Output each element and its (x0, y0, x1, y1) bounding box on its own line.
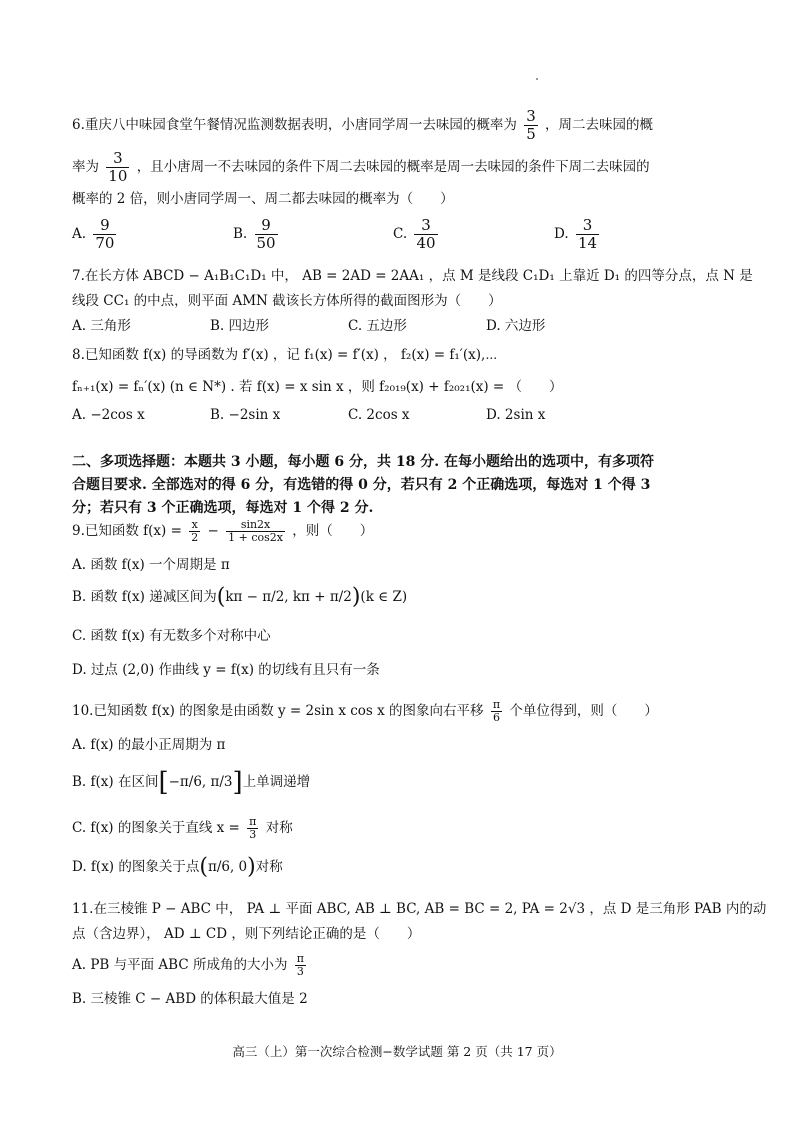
q9-option-a: A. 函数 f(x) 一个周期是 π (72, 557, 230, 573)
q11-frac-pi-3: $\frac{\pi}{3}$ (296, 952, 304, 978)
q9-frac-x-2: $\frac{x}{2}$ (191, 518, 199, 544)
q6-option-c: C. $\frac{3}{40}$ (393, 216, 436, 252)
q7-option-a: A. 三角形 (72, 318, 131, 334)
section2-line3: 分；若只有 3 个正确选项，每选对 1 个得 2 分. (72, 500, 374, 516)
q9-stem: 9.已知函数 f(x) = $\frac{x}{2}$ − $\frac{\sin 2x}{1 + \cos 2x}$ ，则（ ） (72, 518, 374, 544)
q10-option-c: C. f(x) 的图象关于直线 x = $\frac{\pi}{3}$ 对称 (72, 815, 293, 841)
q10-option-d: D. f(x) 的图象关于点(π/6, 0)对称 (72, 854, 283, 880)
q7-line2: 线段 CC₁ 的中点，则平面 AMN 截该长方体所得的截面图形为（ ） (72, 293, 502, 309)
q9-option-d: D. 过点 (2,0) 作曲线 y = f(x) 的切线有且只有一条 (72, 662, 380, 678)
q10-frac-pi-6: $\frac{\pi}{6}$ (492, 698, 501, 724)
q9-option-c: C. 函数 f(x) 有无数多个对称中心 (72, 628, 271, 644)
q11-option-b: B. 三棱锥 C − ABD 的体积最大值是 2 (72, 991, 308, 1007)
q10-frac-pi-3: $\frac{\pi}{3}$ (249, 815, 257, 841)
q11-line1: 11.在三棱锥 P − ABC 中， PA ⊥ 平面 ABC, AB ⊥ BC, AB = BC = 2, PA = 2√3 ，点 D 是三角形 PAB 内的动 (72, 901, 767, 917)
q7-line1: 7.在长方体 ABCD − A₁B₁C₁D₁ 中， AB = 2AD = 2AA₁ ，点 M 是线段 C₁D₁ 上靠近 D₁ 的四等分点，点 N 是 (72, 268, 753, 284)
q6-option-a: A. $\frac{9}{70}$ (72, 216, 115, 252)
q6-line2: 率为 $\frac{3}{10}$ ，且小唐周一不去味园的条件下周二去味园的概率是周一去味园的条件下周二去味园的 (72, 149, 650, 185)
q6-line1: 6.重庆八中味园食堂午餐情况监测数据表明，小唐同学周一去味园的概率为 $\frac{3}{5}$ ，周二去味园的概 (72, 107, 654, 143)
q7-option-d: D. 六边形 (486, 318, 546, 334)
q11-option-a: A. PB 与平面 ABC 所成角的大小为 $\frac{\pi}{3}$ (72, 952, 304, 978)
q6-option-d: D. $\frac{3}{14}$ (554, 216, 598, 252)
q8-line1: 8.已知函数 f(x) 的导函数为 f′(x) ，记 f₁(x) = f′(x) ， f₂(x) = f₁′(x),⋯ (72, 347, 498, 363)
q7-option-b: B. 四边形 (210, 318, 270, 334)
q6-frac-3-5: $\frac{3}{5}$ (526, 107, 536, 143)
q8-option-d: D. 2sin x (486, 407, 546, 423)
q8-option-a: A. −2cos x (72, 407, 145, 423)
q11-line2: 点（含边界）， AD ⊥ CD ，则下列结论正确的是（ ） (72, 926, 421, 942)
q9-frac-sin: $\frac{\sin 2x}{1 + \cos 2x}$ (228, 518, 283, 544)
q9-option-b: B. 函数 f(x) 递减区间为(kπ − π/2, kπ + π/2)(k ∈ Z) (72, 584, 408, 610)
q7-option-c: C. 五边形 (348, 318, 407, 334)
q8-option-b: B. −2sin x (210, 407, 281, 423)
scan-dot (536, 78, 538, 80)
q10-option-b: B. f(x) 在区间[−π/6, π/3]上单调递增 (72, 767, 311, 798)
q10-stem: 10.已知函数 f(x) 的图象是由函数 y = 2sin x cos x 的图象向右平移 $\frac{\pi}{6}$ 个单位得到，则（ ） (72, 698, 658, 724)
q10-option-a: A. f(x) 的最小正周期为 π (72, 737, 226, 753)
q6-line3: 概率的 2 倍，则小唐同学周一、周二都去味园的概率为（ ） (72, 191, 454, 207)
q6-option-b: B. $\frac{9}{50}$ (233, 216, 276, 252)
q8-line2: fₙ₊₁(x) = fₙ′(x) (n ∈ N*) . 若 f(x) = x sin x ，则 f₂₀₁₉(x) + f₂₀₂₁(x) = （ ） (72, 379, 563, 395)
section2-line1: 二、多项选择题：本题共 3 小题，每小题 6 分，共 18 分. 在每小题给出的选项中，有多项符 (72, 454, 654, 470)
q6-frac-3-10: $\frac{3}{10}$ (108, 149, 128, 185)
q8-option-c: C. 2cos x (348, 407, 410, 423)
section2-line2: 合题目要求. 全部选对的得 6 分，有选错的得 0 分，若只有 2 个正确选项，每选对 1 个得 3 (72, 477, 651, 493)
page-footer: 高三（上）第一次综合检测−数学试题 第 2 页（共 17 页） (232, 1044, 562, 1059)
